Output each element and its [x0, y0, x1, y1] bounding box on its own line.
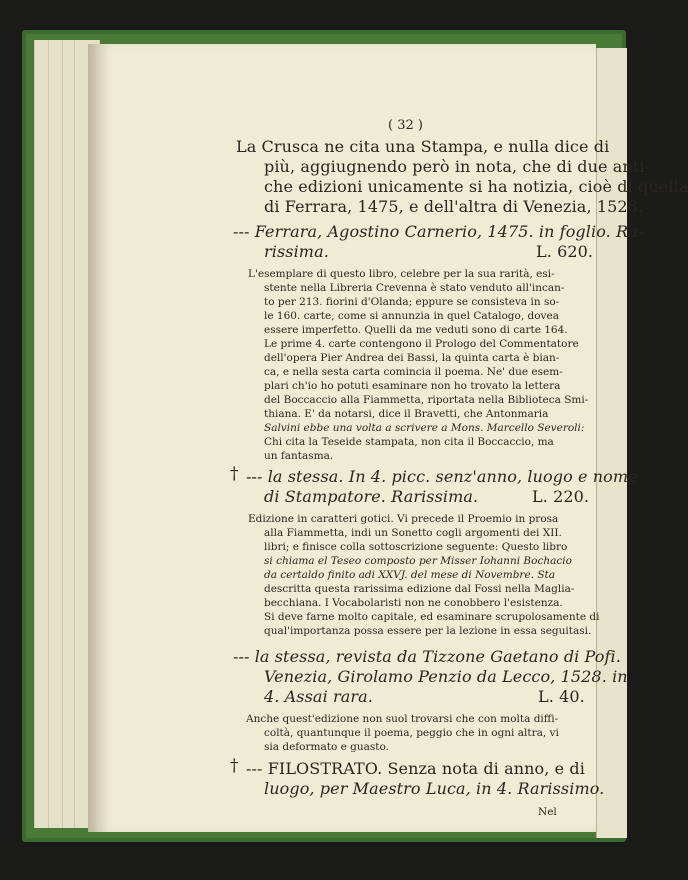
intro-line: di Ferrara, 1475, e dell'altra di Venezia, 1528.: [264, 197, 644, 216]
note-line: L'esemplare di questo libro, celebre per la sua rarità, esi-: [248, 268, 555, 280]
dagger-mark: †: [230, 464, 239, 484]
page-number: ( 32 ): [388, 118, 423, 133]
entry-title: rissima.: [264, 242, 329, 261]
entry-title: Venezia, Girolamo Penzio da Lecco, 1528. in: [264, 667, 628, 686]
note-line: coltà, quantunque il poema, peggio che in ogni altra, vi: [264, 727, 559, 739]
note-line: becchiana. I Vocabolaristi non ne conobbero l'esistenza.: [264, 597, 563, 609]
note-line: si chiama el Teseo composto per Misser Iohanni Bochacio: [264, 555, 572, 567]
entry-title: luogo, per Maestro Luca, in 4. Rarissimo.: [264, 779, 605, 798]
note-line: descritta questa rarissima edizione dal Fossi nella Maglia-: [264, 583, 575, 595]
note-line: Salvini ebbe una volta a scrivere a Mons. Marcello Severoli:: [264, 422, 585, 434]
note-line: to per 213. fiorini d'Olanda; eppure se consisteva in so-: [264, 296, 560, 308]
note-line: stente nella Libreria Crevenna è stato venduto all'incan-: [264, 282, 565, 294]
note-line: ca, e nella sesta carta comincia il poema. Ne' due esem-: [264, 366, 563, 378]
page-gutter-shadow: [88, 44, 110, 832]
entry-title: --- la stessa, revista da Tizzone Gaetano di Pofi.: [233, 647, 621, 666]
entry-price: L. 620.: [536, 242, 594, 261]
note-line: qual'importanza possa essere per la lezione in essa seguitasi.: [264, 625, 592, 637]
book-page: [88, 44, 688, 832]
note-line: dell'opera Pier Andrea dei Bassi, la quinta carta è bian-: [264, 352, 560, 364]
note-line: Anche quest'edizione non suol trovarsi che con molta diffi-: [246, 713, 559, 725]
note-line: Le prime 4. carte contengono il Prologo del Commentatore: [264, 338, 579, 350]
entry-price: L. 40.: [538, 687, 585, 706]
entry-title: --- Ferrara, Agostino Carnerio, 1475. in foglio. Ra-: [233, 222, 644, 241]
note-line: Chi cita la Teseide stampata, non cita il Boccaccio, ma: [264, 436, 554, 448]
entry-title: di Stampatore. Rarissima.: [264, 487, 479, 506]
note-line: Si deve farne molto capitale, ed esaminare scrupolosamente di: [264, 611, 600, 623]
entry-title: --- FILOSTRATO. Senza nota di anno, e di: [246, 759, 585, 778]
note-line: libri; e finisce colla sottoscrizione seguente: Questo libro: [264, 541, 568, 553]
note-line: alla Fiammetta, indi un Sonetto cogli argomenti dei XII.: [264, 527, 562, 539]
entry-title: 4. Assai rara.: [264, 687, 373, 706]
note-line: Edizione in caratteri gotici. Vi precede il Proemio in prosa: [248, 513, 559, 525]
note-line: thiana. E' da notarsi, dice il Bravetti, che Antonmaria: [264, 408, 549, 420]
note-line: da certaldo finito adi XXVJ. del mese di Novembre. Sta: [264, 569, 556, 581]
note-line: essere imperfetto. Quelli da me veduti sono di carte 164.: [264, 324, 568, 336]
note-line: sia deformato e guasto.: [264, 741, 389, 753]
intro-line: La Crusca ne cita una Stampa, e nulla dice di: [236, 137, 610, 156]
entry-price: L. 220.: [532, 487, 590, 506]
dagger-mark: †: [230, 756, 239, 776]
note-line: le 160. carte, come si annunzia in quel Catalogo, dovea: [264, 310, 559, 322]
note-line: un fantasma.: [264, 450, 334, 462]
note-line: del Boccaccio alla Fiammetta, riportata nella Biblioteca Smi-: [264, 394, 589, 406]
intro-line: che edizioni unicamente si ha notizia, cioè di quella: [264, 177, 688, 196]
entry-title: --- la stessa. In 4. picc. senz'anno, luogo e nome: [246, 467, 638, 486]
intro-line: più, aggiugnendo però in nota, che di due anti-: [264, 157, 651, 176]
catchword: Nel: [538, 806, 557, 818]
note-line: plari ch'io ho potuti esaminare non ho trovato la lettera: [264, 380, 561, 392]
